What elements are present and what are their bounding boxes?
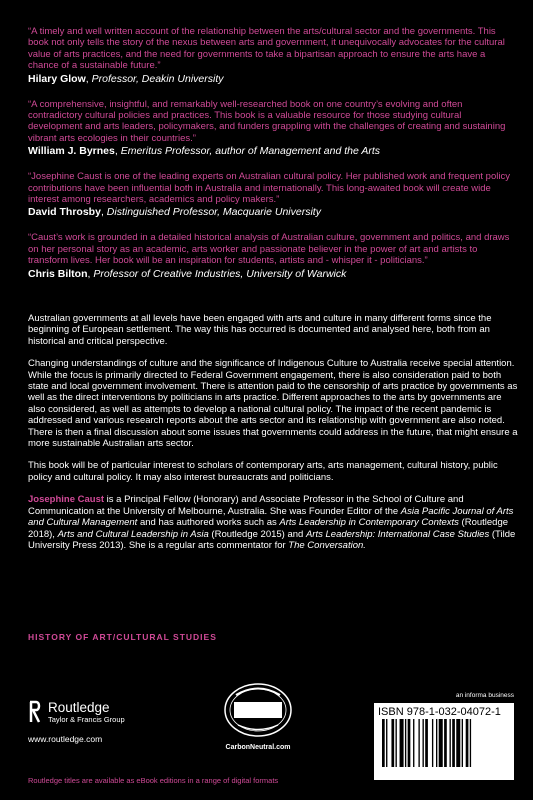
quote-role: Professor of Creative Industries, University of Warwick xyxy=(93,267,347,280)
publisher-subtitle: Taylor & Francis Group xyxy=(48,714,125,724)
carbon-neutral-seal-icon xyxy=(222,680,294,738)
bio-text: (Routledge 2015) and xyxy=(208,528,306,540)
publisher-name: Routledge xyxy=(48,699,110,715)
quote-name: Hilary Glow xyxy=(28,72,86,85)
routledge-logo-icon xyxy=(28,700,42,724)
author-name: Josephine Caust xyxy=(28,494,105,506)
publisher-block xyxy=(28,700,188,744)
quote-text: “A timely and well written account of the relationship between the arts/cultural sector and the governments. This book not only tells the story of the nexus between arts and government, it unequivocally advocates for the cultural value of arts practices, and the need for governments to take a bipartisan approach to ensure the arts have a chance of a sustainable future.” xyxy=(28,26,505,72)
quote-role: Emeritus Professor, author of Management and the Arts xyxy=(120,145,381,158)
barcode-bars-icon xyxy=(378,719,510,777)
quote-glow xyxy=(28,26,518,86)
quote-text: “Josephine Caust is one of the leading experts on Australian cultural policy. Her published work and frequent policy contributions have been influential both in Australia and internationally. This long-awaited book will create wide interest among researchers, academics and policy makers.” xyxy=(28,171,510,206)
quote-attribution: David Throsby, Distinguished Professor, Macquarie University xyxy=(28,206,321,219)
bio-text: and has authored works such as xyxy=(137,517,280,529)
ebook-availability-note: Routledge titles are available as eBook editions in a range of digital formats xyxy=(28,776,279,785)
informa-label: an informa business xyxy=(455,692,514,699)
bio-title: Arts and Cultural Leadership in Asia xyxy=(57,528,209,540)
quote-text: “Caust’s work is grounded in a detailed historical analysis of Australian culture, government and politics, and draws on her personal story as an academic, arts worker and passionate believer in the power of art and artists to transform lives. Her book will be an inspiration for students, artists and - whisper it - politicians.” xyxy=(28,232,510,267)
quote-byrnes xyxy=(28,99,518,159)
quote-role: Professor, Deakin University xyxy=(91,72,224,85)
quote-attribution: William J. Byrnes, Emeritus Professor, author of Management and the Arts xyxy=(28,145,381,158)
quote-throsby xyxy=(28,171,518,219)
publisher-logo xyxy=(28,700,188,724)
bio-title: Arts Leadership: International Case Studies xyxy=(305,528,490,540)
quote-attribution: Chris Bilton, Professor of Creative Industries, University of Warwick xyxy=(28,267,347,280)
quote-bilton xyxy=(28,232,518,280)
author-bio xyxy=(28,494,518,551)
description-paragraph: Australian governments at all levels have been engaged with arts and culture in many different forms since the beginning of European settlement. The way this has occurred is documented and analysed here, both from an historical and critical perspective. xyxy=(28,313,492,347)
endorsement-quotes xyxy=(28,26,518,294)
bio-title: The Conversation. xyxy=(288,539,366,551)
barcode-area xyxy=(374,692,514,780)
bio-title: Asia Pacific Journal of Arts and Cultural Management xyxy=(28,505,514,529)
bio-title: Arts Leadership in Contemporary Contexts xyxy=(279,517,459,529)
quote-role: Distinguished Professor, Macquarie University xyxy=(106,206,321,219)
carbon-neutral-site: CarbonNeutral.com xyxy=(225,744,291,751)
bio-text: is a Principal Fellow (Honorary) and Associate Professor in the School of Culture and Communication at the University of Melbourne, Australia. She was Founder Editor of the xyxy=(28,494,464,517)
quote-attribution: Hilary Glow, Professor, Deakin University xyxy=(28,72,224,85)
quote-name: William J. Byrnes xyxy=(28,145,115,158)
bio-text: (Tilde University Press 2013). She is a regular arts commentator for xyxy=(28,528,516,551)
bio-text: (Routledge 2018), xyxy=(28,517,509,540)
book-description xyxy=(28,313,518,562)
barcode xyxy=(374,703,514,780)
description-paragraph: This book will be of particular interest to scholars of contemporary arts, arts management, cultural history, public policy and cultural policy. It may also interest bureaucrats and politicians. xyxy=(28,460,498,483)
publisher-url: www.routledge.com xyxy=(28,734,103,744)
description-paragraph: Changing understandings of culture and the significance of Indigenous Culture to Australia receive special attention. While the focus is primarily directed to Federal Government engagement, there is also consideration paid to both state and local government involvement. There is attention paid to the censorship of arts practice by governments as well as the direct interventions by politicians in arts practice. Different approaches to the arts by governments are also considered, as well as attempts to develop a national cultural policy. The impact of the recent pandemic is addressed and various research reports about the arts sector and its relationship with government are also noted. There is then a final discussion about some issues that governments could address in the future, that might ensure a more sustainable Australian arts sector. xyxy=(28,358,518,450)
isbn-number: ISBN 978-1-032-04072-1 xyxy=(378,706,501,718)
quote-name: David Throsby xyxy=(28,206,101,219)
carbon-neutral-badge xyxy=(222,680,294,751)
quote-text: “A comprehensive, insightful, and remarkably well-researched book on one country’s evolving and often contradictory cultural policies and practices. This book is a valuable resource for those studying cultural development and arts leaders, policymakers, and funders grappling with the challenges of creating and sustaining vibrant arts ecologies in their countries.” xyxy=(28,98,506,144)
subject-category: HISTORY OF ART/CULTURAL STUDIES xyxy=(28,632,217,642)
quote-name: Chris Bilton xyxy=(28,267,88,280)
